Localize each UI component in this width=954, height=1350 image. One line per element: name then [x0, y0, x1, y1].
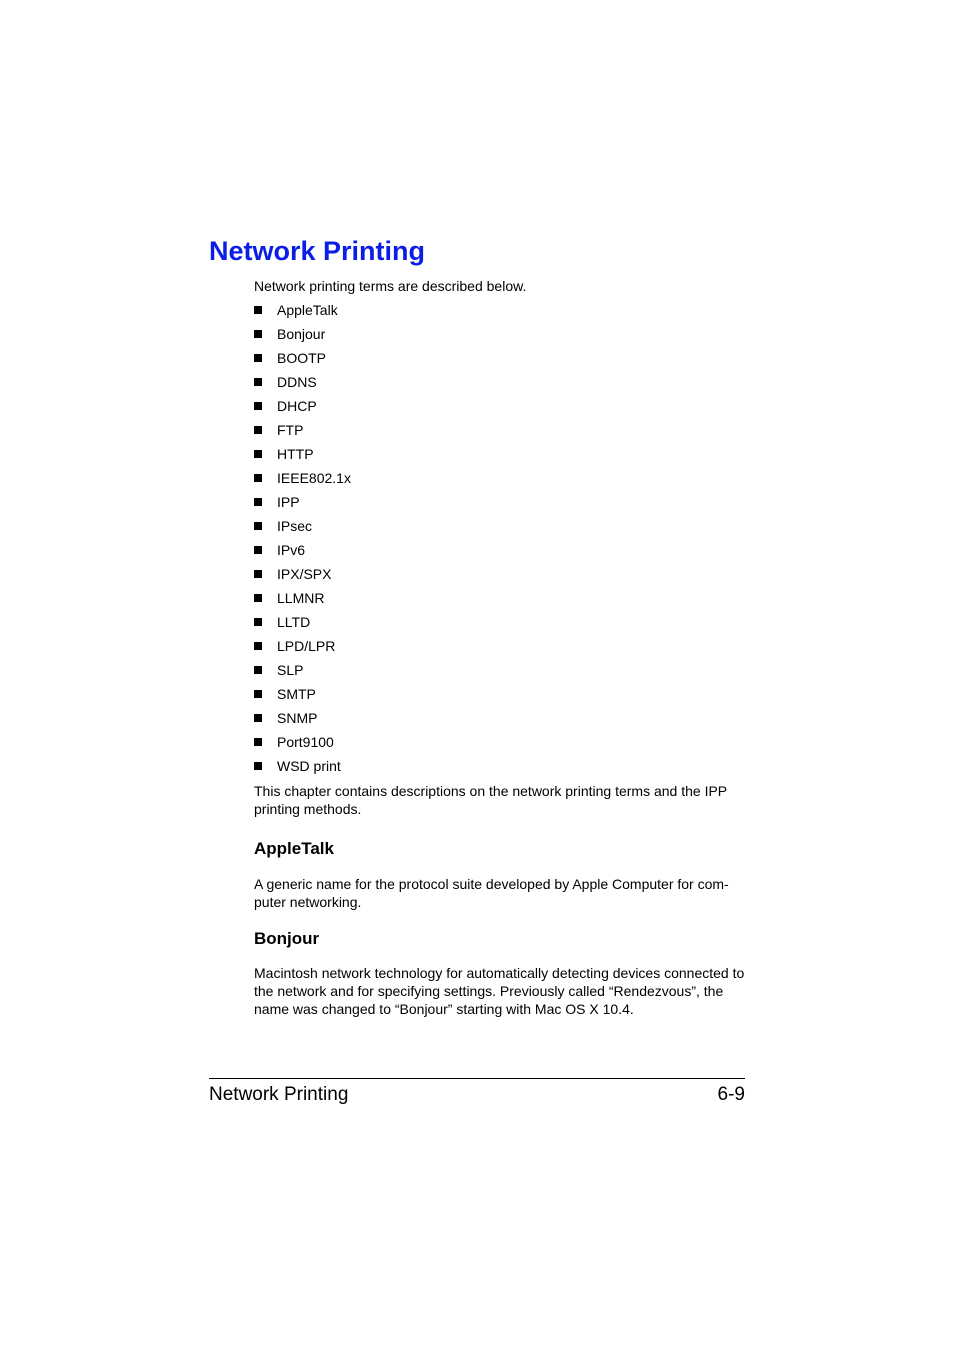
list-item [254, 565, 351, 589]
square-bullet-icon [254, 594, 262, 602]
list-item [254, 637, 351, 661]
list-item [254, 421, 351, 445]
list-item [254, 661, 351, 685]
square-bullet-icon [254, 426, 262, 434]
term-label: Bonjour [277, 326, 326, 342]
square-bullet-icon [254, 690, 262, 698]
list-item [254, 541, 351, 565]
square-bullet-icon [254, 714, 262, 722]
section-body-bonjour: Macintosh network technology for automatically detecting devices connected to the network and for specifying settings. Previously called “Rendezvous”, the name was changed to “Bonjour” starting with Mac OS X 10.4. [254, 965, 745, 1017]
term-label: DDNS [277, 374, 317, 390]
term-label: LLTD [277, 614, 311, 630]
square-bullet-icon [254, 642, 262, 650]
square-bullet-icon [254, 546, 262, 554]
square-bullet-icon [254, 354, 262, 362]
term-label: IPsec [277, 518, 313, 534]
list-item [254, 349, 351, 373]
term-label: IPv6 [277, 542, 306, 558]
footer-divider [209, 1078, 745, 1079]
list-item [254, 373, 351, 397]
list-item [254, 685, 351, 709]
page-title: Network Printing [209, 236, 426, 266]
list-item [254, 757, 351, 781]
list-item [254, 613, 351, 637]
square-bullet-icon [254, 570, 262, 578]
list-item [254, 709, 351, 733]
square-bullet-icon [254, 738, 262, 746]
section-heading-bonjour: Bonjour [254, 929, 320, 948]
section-body-appletalk: A generic name for the protocol suite developed by Apple Computer for com-puter networking. [254, 876, 729, 910]
footer-page-number: 6-9 [717, 1084, 745, 1105]
chapter-note: This chapter contains descriptions on the network printing terms and the IPP printing methods. [254, 783, 727, 817]
list-item [254, 493, 351, 517]
term-label: DHCP [277, 398, 317, 414]
intro-text: Network printing terms are described below. [254, 278, 527, 294]
term-label: IPP [277, 494, 300, 510]
term-label: Port9100 [277, 734, 334, 750]
term-label: BOOTP [277, 350, 327, 366]
footer-chapter-title: Network Printing [209, 1084, 349, 1105]
list-item [254, 589, 351, 613]
list-item [254, 469, 351, 493]
term-label: SNMP [277, 710, 318, 726]
list-item [254, 301, 351, 325]
term-label: WSD print [277, 758, 341, 774]
term-label: SMTP [277, 686, 316, 702]
square-bullet-icon [254, 618, 262, 626]
term-list [254, 301, 351, 781]
section-heading-appletalk: AppleTalk [254, 839, 334, 858]
list-item [254, 517, 351, 541]
list-item [254, 733, 351, 757]
list-item [254, 325, 351, 349]
term-label: IPX/SPX [277, 566, 332, 582]
square-bullet-icon [254, 378, 262, 386]
square-bullet-icon [254, 522, 262, 530]
square-bullet-icon [254, 450, 262, 458]
square-bullet-icon [254, 474, 262, 482]
term-label: LLMNR [277, 590, 325, 606]
square-bullet-icon [254, 306, 262, 314]
list-item [254, 445, 351, 469]
square-bullet-icon [254, 666, 262, 674]
square-bullet-icon [254, 402, 262, 410]
term-label: IEEE802.1x [277, 470, 351, 486]
term-label: HTTP [277, 446, 314, 462]
square-bullet-icon [254, 762, 262, 770]
term-label: LPD/LPR [277, 638, 336, 654]
term-label: AppleTalk [277, 302, 338, 318]
term-label: SLP [277, 662, 304, 678]
term-label: FTP [277, 422, 304, 438]
list-item [254, 397, 351, 421]
square-bullet-icon [254, 498, 262, 506]
square-bullet-icon [254, 330, 262, 338]
